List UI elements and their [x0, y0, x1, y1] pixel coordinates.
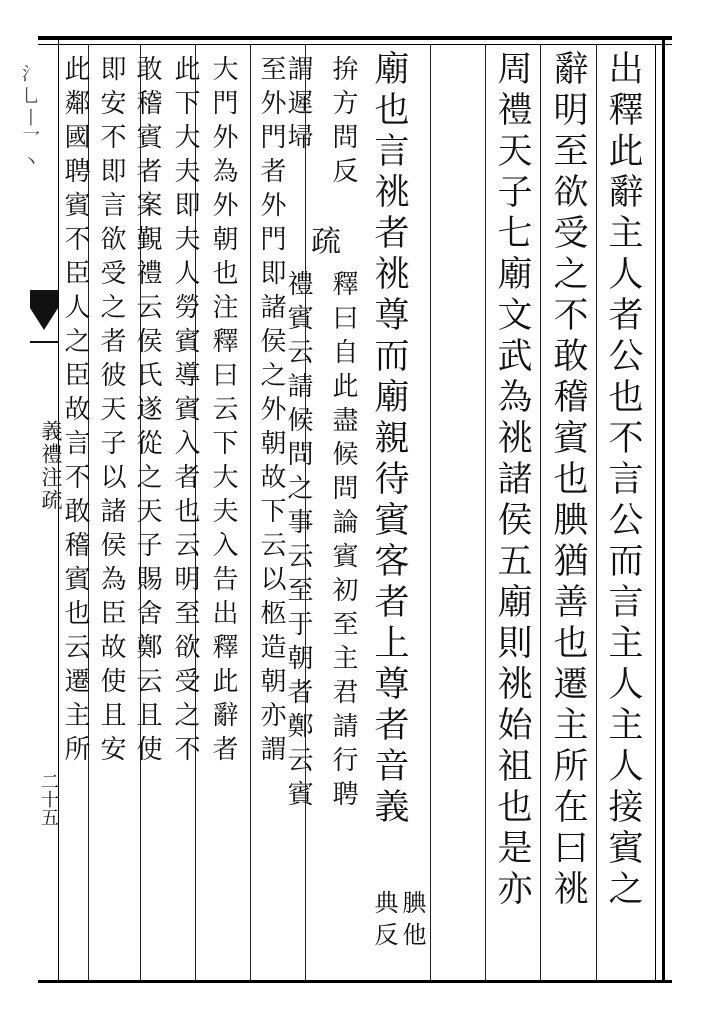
frame-top-border [38, 36, 672, 40]
column-divider [250, 44, 251, 980]
commentary-line-c: 釋曰自此盡候問論賓初至主君請行聘 [328, 270, 358, 814]
column-divider [596, 44, 597, 980]
text-column-2: 辭明至欲受之不敢稽賓也腆猶善也遷主所在曰祧 [548, 50, 588, 911]
commentary-column-11: 此鄰國聘賓不臣人之臣故言不敢稽賓也云遷主所 [60, 55, 90, 769]
commentary-line-b: 謂遲埽 [283, 55, 313, 157]
column-divider [485, 44, 486, 980]
text-column-1: 出釋此辭主人者公也不言公而言主人主人接賓之 [603, 50, 643, 911]
fishtail-mark-icon [30, 290, 58, 352]
text-column-3: 周禮天子七廟文武為祧諸侯五廟則祧始祖也是亦 [492, 50, 532, 911]
commentary-marker-shu: 疏 [305, 225, 340, 263]
margin-book-title: 義禮注疏 [39, 420, 63, 512]
commentary-column-7: 大門外為外朝也注釋曰云下大夫入告出釋此辭者 [208, 55, 238, 769]
column-divider [540, 44, 541, 980]
phonetic-note-right: 腆他 [398, 890, 426, 954]
phonetic-note-left: 典反 [370, 890, 398, 954]
commentary-column-6: 至外門者外門即諸侯之外朝故下云以柩造朝亦謂 [256, 55, 286, 769]
margin-page-number: 二十五 [38, 772, 59, 826]
frame-right-border [662, 36, 665, 983]
commentary-column-8: 此下大夫即夫人勞賓導賓入者也云明至欲受之不 [170, 55, 200, 769]
column-divider [430, 44, 431, 980]
frame-top-inner-border [38, 44, 672, 45]
margin-fragment-marks: 氵乚丨乛丶 [19, 64, 40, 174]
frame-bottom-border [38, 980, 672, 983]
commentary-line-a: 拚方問反 [328, 55, 358, 191]
text-column-4: 廟也言祧者祧尊而廟親待賓客者上尊者音義 [369, 50, 409, 829]
commentary-column-10: 即安不即言欲受之者彼天子以諸侯為臣故使且安 [96, 55, 126, 769]
frame-right-inner-border [655, 44, 656, 980]
commentary-column-9: 敢稽賓者案覲禮云侯氏遂從之天子賜舍鄭云且使 [132, 55, 162, 769]
commentary-line-d: 禮賓云請候問之事云至于朝者鄭云賓 [283, 270, 313, 814]
